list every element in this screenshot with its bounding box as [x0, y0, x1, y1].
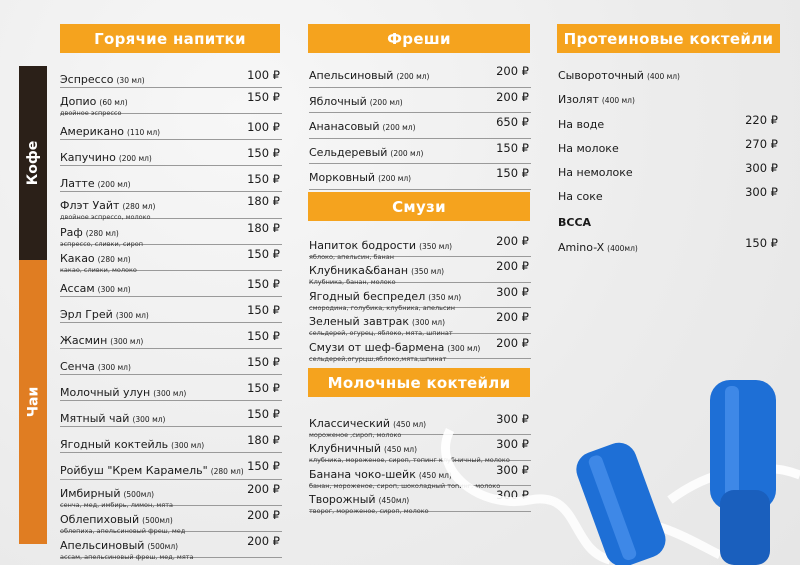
item-volume: (280 мл) — [97, 254, 131, 264]
menu-item — [60, 166, 282, 192]
menu-item — [309, 232, 531, 261]
item-name: Amino-X — [558, 241, 605, 254]
menu-item — [60, 245, 282, 274]
item-volume: (200 мл) — [97, 180, 131, 190]
item-name: Капучино — [60, 151, 116, 165]
item-price: 200 ₽ — [496, 234, 529, 248]
item-description: ассам, апельсиновый фреш, мед, мята — [60, 552, 194, 561]
item-description: клубника, мороженое, сироп, топинг клубничный, молоко — [309, 456, 510, 465]
menu-item — [558, 62, 780, 86]
item-price: 300 ₽ — [745, 161, 778, 176]
item-volume: (400 мл) — [646, 72, 680, 81]
item-price: 150 ₽ — [247, 328, 280, 343]
dumbbell-right — [710, 380, 776, 565]
item-price: 200 ₽ — [496, 89, 529, 104]
smoothie-header — [308, 192, 530, 221]
item-name: Ассам — [60, 281, 95, 295]
item-name: Апельсиновый — [309, 69, 394, 82]
item-name: На молоке — [558, 141, 619, 155]
menu-item — [558, 183, 780, 207]
item-price: 650 ₽ — [496, 115, 529, 130]
item-name: Классический — [309, 417, 391, 430]
coffee-band-label: Кофе — [25, 140, 42, 186]
item-name: Американо — [60, 125, 125, 139]
item-price: 150 ₽ — [247, 459, 280, 474]
menu-item — [60, 349, 282, 375]
menu-item — [309, 139, 531, 165]
menu-item — [60, 192, 282, 222]
item-price: 300 ₽ — [496, 284, 529, 299]
item-price: 180 ₽ — [247, 433, 280, 448]
item-name: Творожный — [309, 493, 376, 507]
item-volume: (200 мл) — [118, 154, 152, 164]
item-price: 150 ₽ — [247, 381, 280, 396]
item-volume: (500мл) — [123, 489, 155, 499]
item-name: Ягодный коктейль — [60, 438, 169, 452]
item-volume: (350 мл) — [419, 242, 453, 251]
item-volume: (450 мл) — [393, 420, 427, 429]
item-name: Клубника&банан — [309, 264, 409, 278]
item-name: Сельдеревый — [309, 145, 388, 159]
item-price: 200 ₽ — [496, 64, 529, 78]
item-name: Изолят — [558, 93, 599, 107]
item-name: Сывороточный — [558, 69, 644, 82]
item-name: Какао — [60, 251, 95, 265]
item-description: сельдерей, огурец, яблоко, мята, шпинат — [309, 329, 453, 338]
item-name: Имбирный — [60, 486, 121, 500]
item-volume: (110 мл) — [127, 128, 161, 138]
fresh-header — [308, 24, 530, 53]
item-description: яблоко, апельсин, банан — [309, 253, 394, 261]
item-volume: (300 мл) — [97, 363, 131, 373]
item-name: Банана чоко-шейк — [309, 467, 416, 481]
item-name: Жасмин — [60, 333, 108, 347]
item-price: 200 ₽ — [247, 507, 280, 522]
menu-item — [309, 62, 531, 88]
item-description: смородина, голубика, клубника, апельсин — [309, 303, 456, 312]
menu-item — [60, 114, 282, 140]
menu-item — [558, 111, 780, 135]
hot-drinks-header — [60, 24, 280, 53]
item-price: 270 ₽ — [745, 136, 778, 151]
fresh-list — [309, 62, 531, 190]
item-volume: (30 мл) — [116, 76, 145, 85]
smoothie-title: Смузи — [392, 197, 446, 216]
item-volume: (200 мл) — [382, 123, 416, 133]
fresh-title: Фреши — [387, 29, 451, 48]
item-volume: (300 мл) — [115, 310, 149, 320]
item-name: Морковный — [309, 171, 376, 185]
item-name: Облепиховый — [60, 512, 140, 526]
item-description: облепиха, апельсиновый фреш, мед — [60, 526, 186, 535]
item-price: 200 ₽ — [496, 259, 529, 274]
item-price: 180 ₽ — [247, 220, 280, 235]
item-volume: (280 мл) — [85, 228, 119, 238]
item-description: Клубника, банан, молоко — [309, 278, 396, 287]
item-price: 150 ₽ — [247, 90, 280, 105]
coffee-band — [19, 66, 47, 260]
item-price: 150 ₽ — [247, 172, 280, 187]
item-description: сенча, мед, имбирь, лимон, мята — [60, 500, 173, 509]
menu-item — [60, 219, 282, 248]
item-name: На воде — [558, 117, 605, 131]
menu-item — [60, 88, 282, 118]
item-volume: (500мл) — [142, 515, 173, 525]
item-name: На немолоке — [558, 166, 633, 180]
item-name: Ягодный беспредел — [309, 289, 426, 303]
item-volume: (200 мл) — [378, 174, 412, 184]
item-description: творог, мороженое, сироп, молоко — [309, 507, 429, 516]
dumbbells-image — [420, 350, 800, 565]
hot-drinks-title: Горячие напитки — [94, 29, 246, 48]
milkshake-title: Молочные коктейли — [327, 373, 511, 392]
item-price: 300 ₽ — [496, 488, 529, 503]
item-name: Флэт Уайт — [60, 199, 120, 213]
item-name: Ананасовый — [309, 120, 380, 134]
bcaa-item — [558, 234, 780, 256]
tea-band-label: Чаи — [25, 386, 42, 418]
menu-item — [309, 283, 531, 312]
item-volume: (280 мл) — [122, 202, 156, 212]
item-volume: (350 мл) — [428, 292, 462, 302]
item-volume: (300 мл) — [153, 389, 187, 399]
item-price: 200 ₽ — [247, 481, 280, 496]
menu-item — [309, 257, 531, 287]
item-price: 300 ₽ — [496, 437, 529, 452]
item-volume: (500мл) — [147, 541, 179, 551]
item-price: 200 ₽ — [496, 310, 529, 325]
item-name: Эрл Грей — [60, 307, 113, 321]
menu-item — [60, 427, 282, 453]
item-description: двойное эспрессо — [60, 109, 122, 118]
item-name: Допио — [60, 95, 97, 109]
item-price: 100 ₽ — [247, 120, 280, 135]
smoothie-list — [309, 232, 531, 363]
item-price: 150 ₽ — [247, 355, 280, 370]
menu-item — [558, 159, 780, 183]
item-name: Ройбуш "Крем Карамель" — [60, 464, 208, 478]
menu-item — [309, 113, 531, 139]
item-description: сельдерей,огурцш,яблоко,мята,шпинат — [309, 354, 447, 363]
item-name: На соке — [558, 190, 603, 204]
menu-item — [60, 532, 282, 561]
menu-item — [60, 140, 282, 166]
menu-item — [60, 62, 282, 88]
menu-item — [60, 506, 282, 535]
menu-item — [60, 271, 282, 297]
item-description: какао, сливки, молоко — [60, 265, 137, 274]
item-price: 150 ₽ — [496, 140, 529, 155]
protein-list — [558, 62, 780, 208]
item-volume: (450 мл) — [418, 470, 452, 480]
bcaa-heading: BCCA — [558, 216, 592, 229]
item-price: 150 ₽ — [247, 407, 280, 422]
menu-item — [60, 323, 282, 349]
item-name: Смузи от шеф-бармена — [309, 340, 445, 354]
item-price: 180 ₽ — [247, 194, 280, 209]
item-volume: (400мл) — [607, 244, 638, 253]
item-name: Апельсиновый — [60, 538, 145, 552]
item-volume: (200 мл) — [390, 148, 424, 158]
item-volume: (200 мл) — [396, 72, 430, 81]
item-price: 150 ₽ — [247, 302, 280, 317]
item-price: 300 ₽ — [745, 185, 778, 200]
menu-item — [558, 86, 780, 110]
item-name: Молочный улун — [60, 386, 151, 400]
item-volume: (300 мл) — [171, 441, 205, 451]
item-volume: (300 мл) — [132, 415, 166, 425]
menu-item — [309, 308, 531, 338]
item-volume: (350 мл) — [411, 267, 445, 277]
item-volume: (60 мл) — [99, 98, 128, 108]
item-description: банан, мороженое, сироп, шоколадный топинг, молоко — [309, 481, 501, 490]
menu-item — [60, 375, 282, 401]
item-name: Зеленый завтрак — [309, 315, 409, 329]
tea-band — [19, 260, 47, 544]
item-price: 200 ₽ — [247, 533, 280, 548]
item-price: 150 ₽ — [247, 246, 280, 261]
item-volume: (300 мл) — [447, 343, 481, 353]
menu-item — [558, 135, 780, 159]
item-description: двойное эспрессо, молоко — [60, 213, 151, 222]
item-price: 150 ₽ — [247, 146, 280, 161]
protein-header — [557, 24, 780, 53]
item-name: Сенча — [60, 360, 95, 374]
item-volume: (450мл) — [378, 496, 410, 506]
item-description: эспрессо, сливки, сироп — [60, 239, 143, 248]
item-name: Эспрессо — [60, 73, 114, 86]
item-price: 150 ₽ — [745, 236, 778, 250]
item-name: Раф — [60, 225, 83, 239]
item-price: 200 ₽ — [496, 335, 529, 350]
item-price: 220 ₽ — [745, 112, 778, 127]
item-price: 150 ₽ — [496, 166, 529, 181]
item-volume: (300 мл) — [97, 284, 131, 294]
item-price: 100 ₽ — [247, 68, 280, 82]
item-price: 300 ₽ — [496, 412, 529, 426]
menu-item — [60, 480, 282, 509]
item-volume: (200 мл) — [369, 97, 403, 107]
item-name: Клубничный — [309, 442, 381, 456]
item-volume: (300 мл) — [412, 318, 446, 328]
item-volume: (280 мл) — [210, 467, 244, 477]
item-description: мороженое ,сироп, молоко — [309, 431, 402, 439]
protein-title: Протеиновые коктейли — [563, 29, 774, 48]
item-name: Яблочный — [309, 94, 367, 108]
menu-item — [60, 297, 282, 323]
item-price: 300 ₽ — [496, 462, 529, 477]
menu-item — [60, 401, 282, 427]
menu-item — [309, 164, 531, 190]
item-price: 150 ₽ — [247, 276, 280, 291]
hot-drinks-list — [60, 62, 282, 561]
item-volume: (450 мл) — [384, 445, 418, 455]
bcaa-list — [558, 234, 780, 256]
item-volume: (400 мл) — [601, 96, 635, 106]
item-name: Латте — [60, 177, 95, 191]
item-name: Напиток бодрости — [309, 239, 417, 252]
menu-item — [309, 88, 531, 114]
item-volume: (300 мл) — [110, 336, 144, 346]
menu-item — [60, 453, 282, 479]
item-name: Мятный чай — [60, 412, 130, 426]
